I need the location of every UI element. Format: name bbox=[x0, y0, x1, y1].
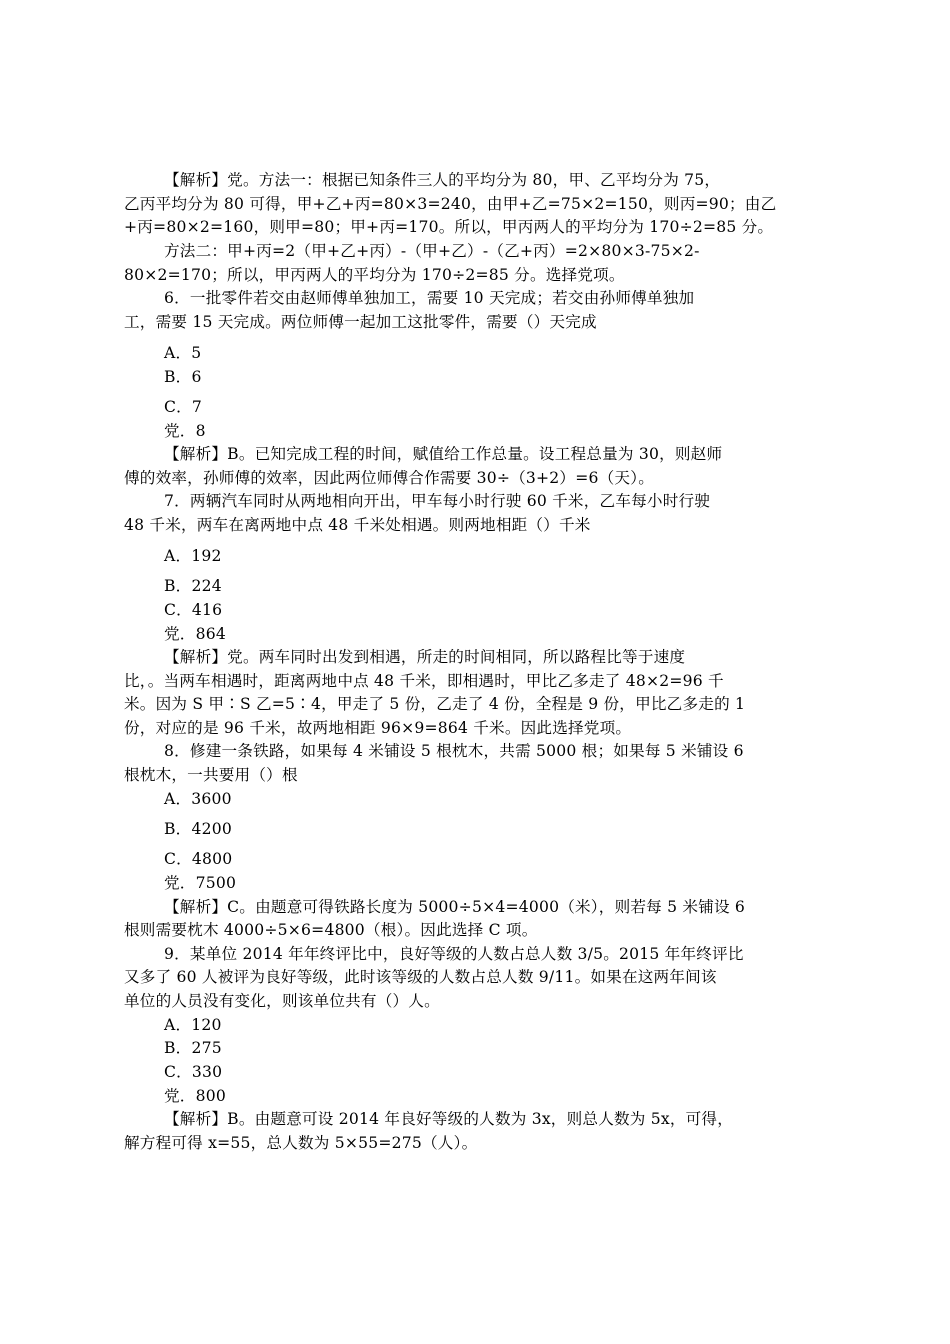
option: C．4800 bbox=[164, 850, 233, 868]
analysis-line: 份，对应的是 96 千米，故两地相距 96×9=864 千米。因此选择党项。 bbox=[124, 719, 632, 737]
option: 党．8 bbox=[164, 422, 206, 440]
analysis-line: 【解析】党。方法一：根据已知条件三人的平均分为 80，甲、乙平均分为 75， bbox=[164, 171, 721, 189]
option: A．3600 bbox=[164, 790, 232, 808]
question-line: 7．两辆汽车同时从两地相向开出，甲车每小时行驶 60 千米，乙车每小时行驶 bbox=[164, 492, 711, 510]
question-line: 6．一批零件若交由赵师傅单独加工，需要 10 天完成；若交由孙师傅单独加 bbox=[164, 289, 695, 307]
analysis-line: 解方程可得 x=55，总人数为 5×55=275（人）。 bbox=[124, 1134, 478, 1152]
option: A．120 bbox=[164, 1016, 222, 1034]
option: 党．7500 bbox=[164, 874, 237, 892]
analysis-line: 根则需要枕木 4000÷5×6=4800（根）。因此选择 C 项。 bbox=[124, 921, 538, 939]
analysis-line: 【解析】C。由题意可得铁路长度为 5000÷5×4=4000（米），则若每 5 米铺设 6 bbox=[164, 898, 746, 916]
question-line: 9．某单位 2014 年年终评比中，良好等级的人数占总人数 3/5。2015 年年终评比 bbox=[164, 945, 744, 963]
analysis-line: 乙丙平均分为 80 可得，甲+乙+丙=80×3=240，由甲+乙=75×2=150，则丙=90；由乙 bbox=[124, 195, 777, 213]
question-line: 又多了 60 人被评为良好等级，此时该等级的人数占总人数 9/11。如果在这两年间该 bbox=[124, 968, 717, 986]
option: A．192 bbox=[164, 547, 222, 565]
analysis-line: 【解析】B。已知完成工程的时间，赋值给工作总量。设工程总量为 30，则赵师 bbox=[164, 445, 723, 463]
option: B．224 bbox=[164, 577, 222, 595]
option: C．416 bbox=[164, 601, 223, 619]
option: C．330 bbox=[164, 1063, 223, 1081]
option: 党．864 bbox=[164, 625, 226, 643]
analysis-line: 方法二：甲+丙=2（甲+乙+丙）-（甲+乙）-（乙+丙）=2×80×3-75×2- bbox=[164, 242, 700, 260]
question-line: 单位的人员没有变化，则该单位共有（）人。 bbox=[124, 992, 440, 1010]
analysis-line: 傅的效率，孙师傅的效率，因此两位师傅合作需要 30÷（3+2）=6（天）。 bbox=[124, 469, 654, 487]
option: B．275 bbox=[164, 1039, 222, 1057]
option: A．5 bbox=[164, 344, 202, 362]
question-line: 48 千米，两车在离两地中点 48 千米处相遇。则两地相距（）千米 bbox=[124, 516, 591, 534]
option: B．4200 bbox=[164, 820, 232, 838]
option: C．7 bbox=[164, 398, 203, 416]
question-line: 8．修建一条铁路，如果每 4 米铺设 5 根枕木，共需 5000 根；如果每 5 米铺设 6 bbox=[164, 742, 744, 760]
analysis-line: 【解析】B。由题意可设 2014 年良好等级的人数为 3x，则总人数为 5x，可得， bbox=[164, 1110, 734, 1128]
question-line: 根枕木，一共要用（）根 bbox=[124, 766, 298, 784]
option: 党．800 bbox=[164, 1087, 226, 1105]
analysis-line: 比，。当两车相遇时，距离两地中点 48 千米，即相遇时，甲比乙多走了 48×2=96 千 bbox=[124, 672, 724, 690]
analysis-line: 80×2=170；所以，甲丙两人的平均分为 170÷2=85 分。选择党项。 bbox=[124, 266, 625, 284]
question-line: 工，需要 15 天完成。两位师傅一起加工这批零件，需要（）天完成 bbox=[124, 313, 597, 331]
option: B．6 bbox=[164, 368, 202, 386]
analysis-line: 米。因为 S 甲∶S 乙=5∶4，甲走了 5 份，乙走了 4 份，全程是 9 份，甲比乙多走的 1 bbox=[124, 695, 746, 713]
analysis-line: 【解析】党。两车同时出发到相遇，所走的时间相同，所以路程比等于速度 bbox=[164, 648, 686, 666]
analysis-line: +丙=80×2=160，则甲=80；甲+丙=170。所以，甲丙两人的平均分为 170÷2=85 分。 bbox=[124, 218, 774, 236]
